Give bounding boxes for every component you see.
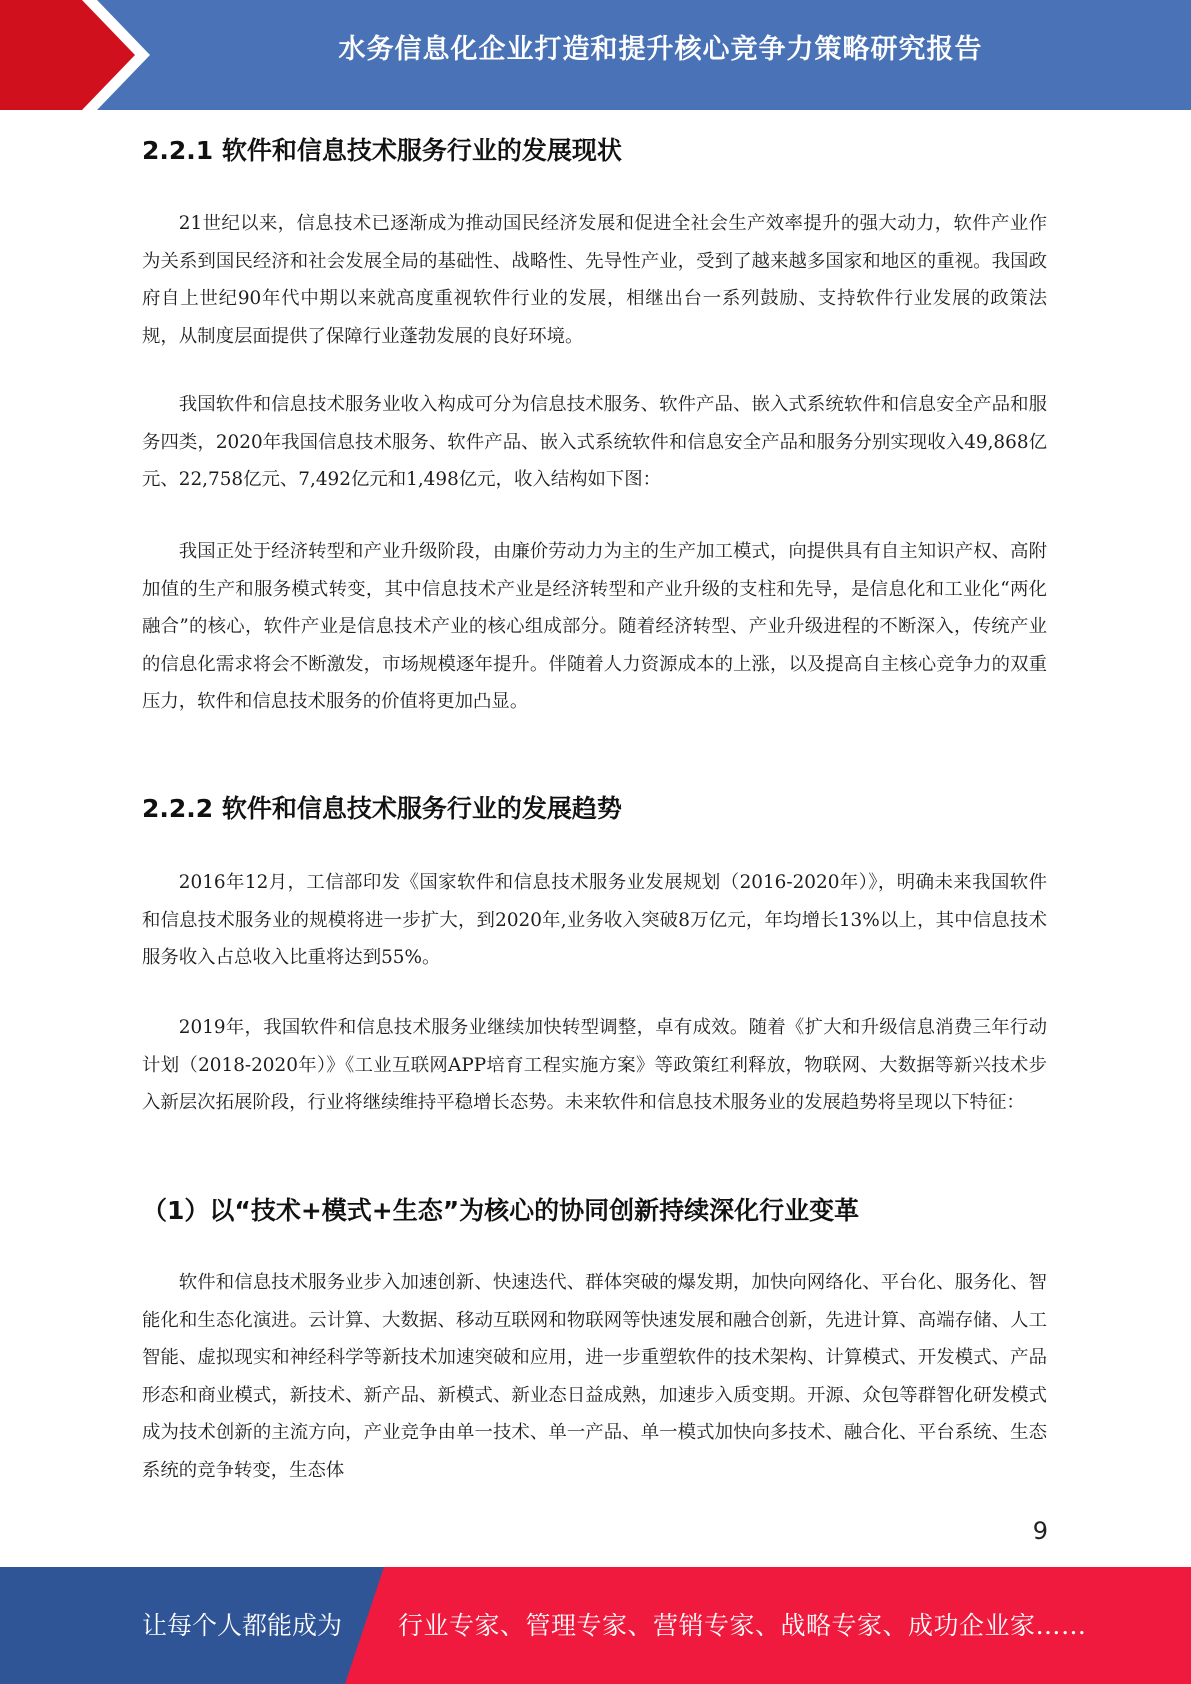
paragraph-current-status-1: 21世纪以来，信息技术已逐渐成为推动国民经济发展和促进全社会生产效率提升的强大动力，软件产业作为关系到国民经济和社会发展全局的基础性、战略性、先导性产业，受到了越来越多国家和地区的重视。我国政府自上世纪90年代中期以来就高度重视软件行业的发展，相继出台一系列鼓励、支持软件行业发展的政策法规，从制度层面提供了保障行业蓬勃发展的良好环境。 bbox=[142, 213, 1047, 347]
page-number: 9 bbox=[1032, 1517, 1048, 1545]
paragraph-current-status-2: 我国软件和信息技术服务业收入构成可分为信息技术服务、软件产品、嵌入式系统软件和信息安全产品和服务四类，2020年我国信息技术服务、软件产品、嵌入式系统软件和信息安全产品和服务分别实现收入49,868亿元、22,758亿元、7,492亿元和1,498亿元，收入结构如下图： bbox=[142, 394, 1047, 490]
page-footer bbox=[0, 1567, 1191, 1684]
paragraph-trend-2: 2019年，我国软件和信息技术服务业继续加快转型调整，卓有成效。随着《扩大和升级信息消费三年行动计划（2018-2020年）》《工业互联网APP培育工程实施方案》等政策红利释放，物联网、大数据等新兴技术步入新层次拓展阶段，行业将继续维持平稳增长态势。未来软件和信息技术服务业的发展趋势将呈现以下特征： bbox=[142, 1017, 1047, 1113]
section-heading-2-2-2: 2.2.2 软件和信息技术服务行业的发展趋势 bbox=[142, 794, 622, 823]
subsection-heading-1: （1）以“技术+模式+生态”为核心的协同创新持续深化行业变革 bbox=[142, 1196, 860, 1225]
page-header bbox=[0, 0, 1191, 110]
paragraph-current-status-3: 我国正处于经济转型和产业升级阶段，由廉价劳动力为主的生产加工模式，向提供具有自主知识产权、高附加值的生产和服务模式转变，其中信息技术产业是经济转型和产业升级的支柱和先导，是信息化和工业化“两化融合”的核心，软件产业是信息技术产业的核心组成部分。随着经济转型、产业升级进程的不断深入，传统产业的信息化需求将会不断激发，市场规模逐年提升。伴随着人力资源成本的上涨，以及提高自主核心竞争力的双重压力，软件和信息技术服务的价值将更加凸显。 bbox=[142, 541, 1047, 712]
paragraph-trend-1: 2016年12月，工信部印发《国家软件和信息技术服务业发展规划（2016-2020年）》，明确未来我国软件和信息技术服务业的规模将进一步扩大，到2020年,业务收入突破8万亿元，年均增长13%以上，其中信息技术服务收入占总收入比重将达到55%。 bbox=[142, 872, 1047, 968]
footer-slogan-right: 行业专家、管理专家、营销专家、战略专家、成功企业家…… bbox=[398, 1611, 1087, 1640]
section-heading-2-2-1: 2.2.1 软件和信息技术服务行业的发展现状 bbox=[142, 136, 622, 165]
footer-slogan-left: 让每个人都能成为 bbox=[142, 1611, 343, 1640]
header-title: 水务信息化企业打造和提升核心竞争力策略研究报告 bbox=[338, 34, 983, 65]
paragraph-innovation-1: 软件和信息技术服务业步入加速创新、快速迭代、群体突破的爆发期，加快向网络化、平台化、服务化、智能化和生态化演进。云计算、大数据、移动互联网和物联网等快速发展和融合创新，先进计算、高端存储、人工智能、虚拟现实和神经科学等新技术加速突破和应用，进一步重塑软件的技术架构、计算模式、开发模式、产品形态和商业模式，新技术、新产品、新模式、新业态日益成熟，加速步入质变期。开源、众包等群智化研发模式成为技术创新的主流方向，产业竞争由单一技术、单一产品、单一模式加快向多技术、融合化、平台系统、生态系统的竞争转变，生态体 bbox=[142, 1272, 1047, 1481]
